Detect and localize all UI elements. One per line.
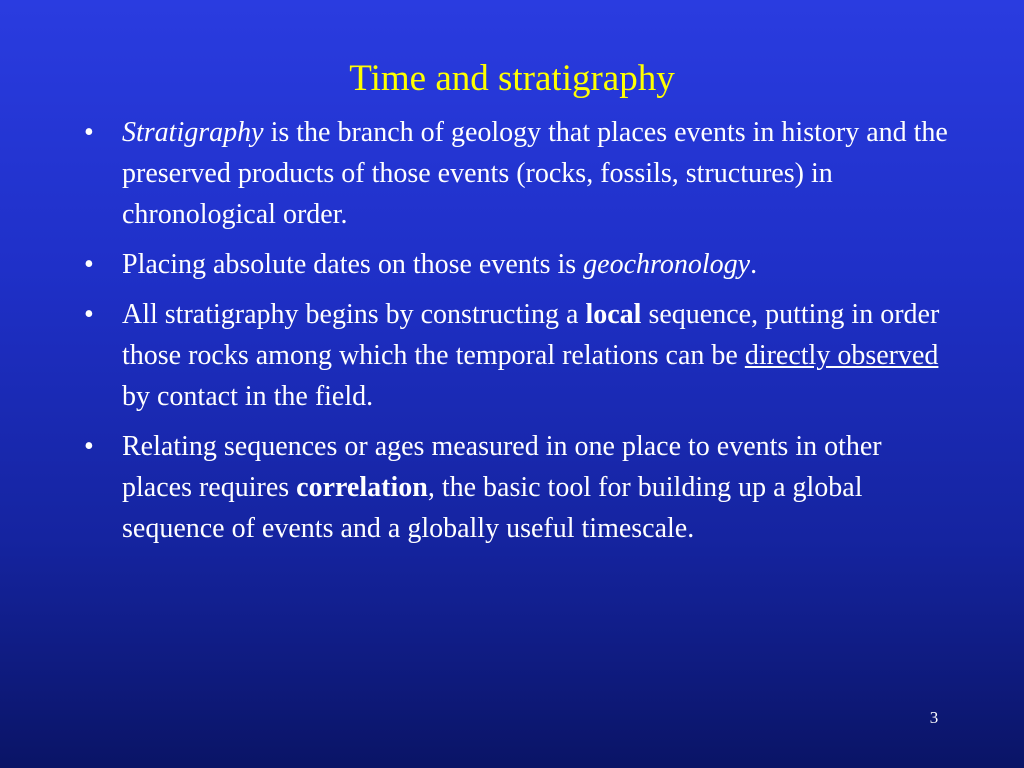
- term-directly-observed: directly observed: [744, 340, 939, 371]
- term-geochronology: geochronology: [583, 249, 751, 280]
- page-number: 3: [929, 708, 939, 727]
- bullet-text-end: by contact in the field.: [122, 381, 374, 412]
- term-local: local: [585, 299, 642, 330]
- bullet-item-local-sequence: [84, 294, 954, 417]
- bullet-dot: •: [84, 431, 94, 462]
- term-stratigraphy: Stratigraphy: [122, 117, 264, 148]
- bullet-text-end: .: [750, 249, 758, 280]
- bullet-item-correlation: [84, 426, 954, 549]
- bullet-text: All stratigraphy begins by constructing a: [122, 299, 586, 330]
- bullet-text: Placing absolute dates on those events is: [122, 249, 584, 280]
- bullet-item-stratigraphy: [84, 112, 954, 235]
- bullet-dot: •: [84, 299, 94, 330]
- bullet-text: is the branch of geology that places events in history and the preserved products of those events (rocks, fossils, structures) in chronological order.: [122, 117, 948, 230]
- term-correlation: correlation: [296, 472, 428, 503]
- bullet-text: Relating sequences or ages measured in one place to events in other places requires: [122, 431, 882, 503]
- bullet-text-end: , the basic tool for building up a global sequence of events and a globally useful timescale.: [122, 472, 863, 544]
- slide-title: Time and stratigraphy: [349, 58, 675, 99]
- bullet-dot: •: [84, 249, 94, 280]
- bullet-list: [84, 112, 954, 558]
- bullet-text-mid: sequence, putting in order those rocks among which the temporal relations can be: [122, 299, 940, 371]
- bullet-item-geochronology: [84, 244, 954, 285]
- bullet-dot: •: [84, 117, 94, 148]
